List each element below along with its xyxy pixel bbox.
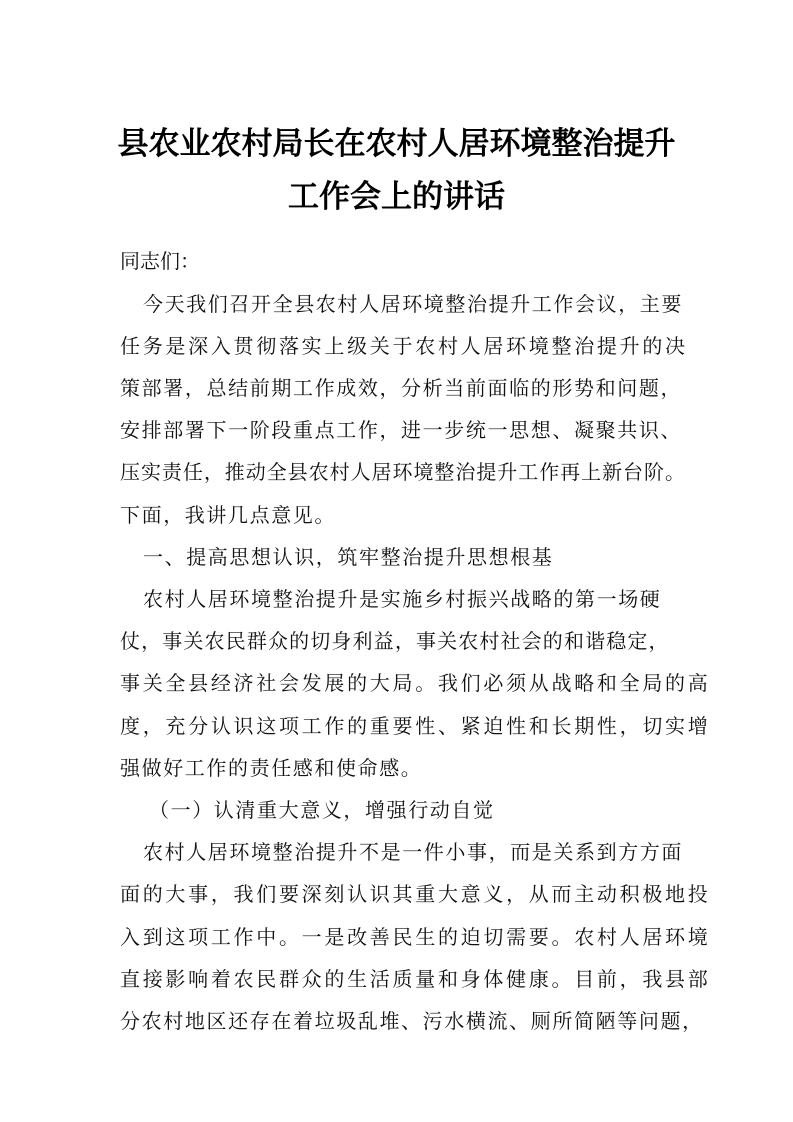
paragraph-line: 度，充分认识这项工作的重要性、紧迫性和长期性，切实增	[120, 714, 711, 738]
paragraph-line: 今天我们召开全县农村人居环境整治提升工作会议，主要	[143, 292, 683, 316]
paragraph-line: 入到这项工作中。一是改善民生的迫切需要。农村人居环境	[120, 925, 711, 949]
document-title-line-1: 县农业农村局长在农村人居环境整治提升	[117, 126, 676, 162]
paragraph-line: 下面，我讲几点意见。	[120, 503, 336, 527]
paragraph-line: 分农村地区还存在着垃圾乱堆、污水横流、厕所简陋等问题，	[120, 1009, 704, 1033]
salutation: 同志们：	[120, 249, 200, 273]
paragraph-line: 农村人居环境整治提升不是一件小事，而是关系到方方面	[143, 840, 683, 864]
paragraph-line: 压实责任，推动全县农村人居环境整治提升工作再上新台阶。	[120, 460, 686, 484]
paragraph-line: 面的大事，我们要深刻认识其重大意义，从而主动积极地投	[120, 882, 711, 906]
paragraph-line: 直接影响着农民群众的生活质量和身体健康。目前，我县部	[120, 967, 711, 991]
paragraph-line: 强做好工作的责任感和使命感。	[120, 756, 423, 780]
section-heading: 一、提高思想认识，筑牢整治提升思想根基	[143, 545, 554, 569]
paragraph-line: 安排部署下一阶段重点工作，进一步统一思想、凝聚共识、	[120, 418, 683, 442]
paragraph-line: 事关全县经济社会发展的大局。我们必须从战略和全局的高	[120, 671, 711, 695]
paragraph-line: 仗，事关农民群众的切身利益，事关农村社会的和谐稳定，	[120, 629, 670, 653]
subsection-heading: （一）认清重大意义，增强行动自觉	[149, 798, 495, 822]
paragraph-line: 策部署，总结前期工作成效，分析当前面临的形势和问题，	[120, 376, 683, 400]
paragraph-line: 任务是深入贯彻落实上级关于农村人居环境整治提升的决	[120, 334, 688, 358]
paragraph-line: 农村人居环境整治提升是实施乡村振兴战略的第一场硬	[143, 587, 662, 611]
document-title-line-2: 工作会上的讲话	[288, 179, 505, 215]
